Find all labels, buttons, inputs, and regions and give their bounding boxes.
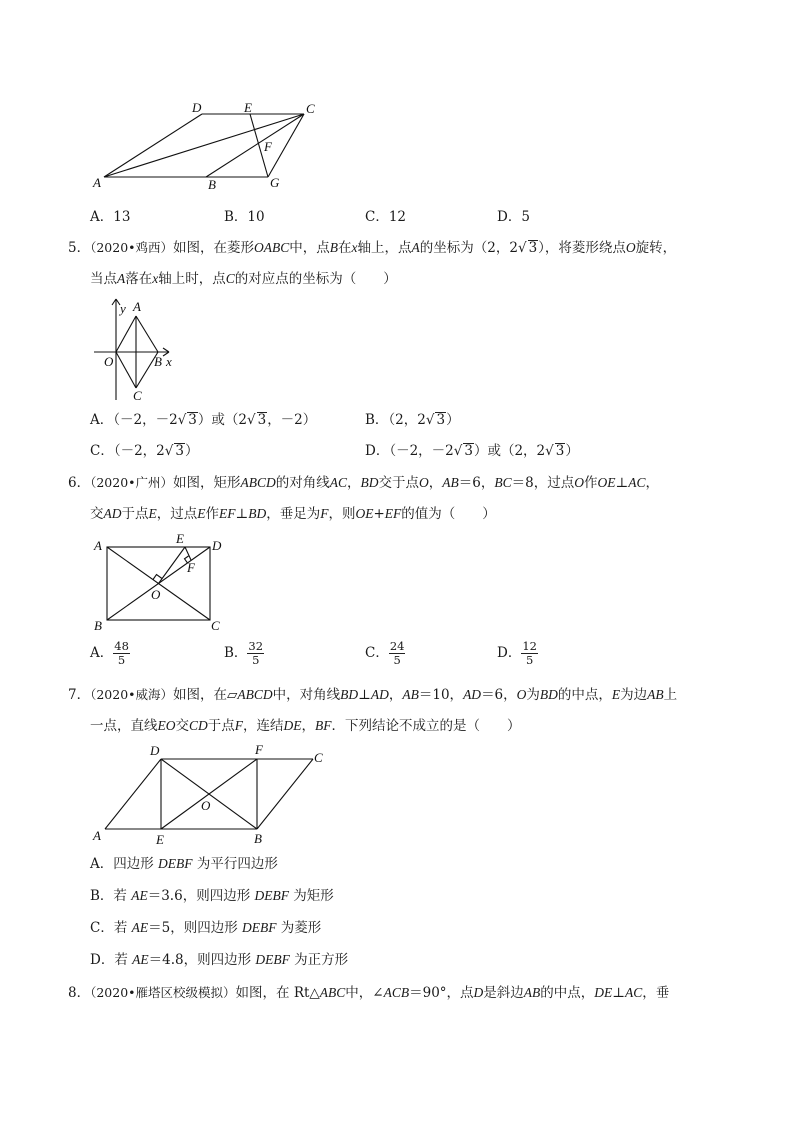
label-B: B	[154, 354, 162, 369]
figure-q7-parallelogram	[88, 740, 328, 848]
label-D: D	[150, 743, 160, 758]
q7-option-b[interactable]: B．若 AE＝3.6，则四边形 DEBF 为矩形	[90, 888, 334, 904]
label-F: F	[187, 560, 195, 575]
q7-option-a[interactable]: A．四边形 DEBF 为平行四边形	[90, 856, 278, 872]
label-D: D	[192, 100, 202, 115]
label-x: x	[166, 354, 172, 369]
label-E: E	[176, 531, 184, 546]
label-G: G	[270, 175, 280, 190]
q6-option-b[interactable]: B． $\frac{32}{5}$	[224, 639, 264, 667]
figure-q5-rhombus	[92, 296, 192, 404]
q7-stem-line1: 7．（2020•威海）如图，在▱ABCD中，对角线BD⊥AD，AB＝10，AD＝6，O为BD的中点，E为边AB上	[68, 687, 678, 703]
q6-stem-line2: 交AD于点E，过点E作EF⊥BD，垂足为F，则OE+EF的值为（ ）	[90, 506, 496, 522]
q4-option-c[interactable]: C．12	[365, 209, 407, 225]
label-y: y	[120, 301, 126, 316]
label-E: E	[156, 832, 164, 847]
q6-stem-line1: 6．（2020•广州）如图，矩形ABCD的对角线AC，BD交于点O，AB＝6，BC＝8，过点O作OE⊥AC，	[68, 475, 659, 491]
label-F: F	[255, 742, 263, 757]
label-A: A	[94, 538, 102, 553]
q5-option-c[interactable]: C．（－2，2√ 3）	[90, 443, 199, 459]
label-A: A	[133, 299, 141, 314]
q7-option-c[interactable]: C．若 AE＝5，则四边形 DEBF 为菱形	[90, 920, 322, 936]
q8-stem-line1: 8．（2020•雁塔区校级模拟）如图，在 Rt△ABC中，∠ACB＝90°，点D是斜边AB的中点，DE⊥AC，垂	[68, 985, 670, 1001]
q5-option-a[interactable]: A．（－2，－2√ 3）或（2√ 3，－2）	[90, 412, 317, 428]
q5-stem-line1: 5．（2020•鸡西）如图，在菱形OABC中，点B在x轴上，点A的坐标为（2，2√ 3），将菱形绕点O旋转，	[68, 240, 677, 256]
q4-option-d[interactable]: D．5	[497, 209, 530, 225]
label-A: A	[93, 828, 101, 843]
figure-q4-parallelogram	[88, 96, 328, 196]
q4-option-b[interactable]: B．10	[224, 209, 265, 225]
q6-option-a[interactable]: A． $\frac{48}{5}$	[90, 639, 129, 667]
q5-stem-line2: 当点A落在x轴上时，点C的对应点的坐标为（ ）	[90, 271, 397, 287]
q6-option-d[interactable]: D． $\frac{12}{5}$	[497, 639, 537, 667]
label-B: B	[254, 831, 262, 846]
label-B: B	[208, 177, 216, 192]
label-F: F	[264, 139, 272, 154]
q4-option-a[interactable]: A．13	[90, 209, 131, 225]
label-O: O	[151, 587, 161, 602]
figure-q6-rectangle	[90, 530, 235, 635]
q7-stem-line2: 一点，直线EO交CD于点F，连结DE，BF．下列结论不成立的是（ ）	[90, 718, 521, 734]
label-C: C	[314, 750, 323, 765]
label-O: O	[104, 354, 114, 369]
label-E: E	[244, 100, 252, 115]
label-O: O	[201, 798, 211, 813]
q5-option-d[interactable]: D．（－2，－2√ 3）或（2，2√ 3）	[365, 443, 579, 459]
label-C: C	[133, 388, 142, 403]
label-D: D	[212, 538, 222, 553]
label-C: C	[211, 618, 220, 633]
q5-option-b[interactable]: B．（2，2√ 3）	[365, 412, 460, 428]
q7-option-d[interactable]: D．若 AE＝4.8，则四边形 DEBF 为正方形	[90, 952, 349, 968]
q6-option-c[interactable]: C． $\frac{24}{5}$	[365, 639, 405, 667]
label-C: C	[306, 101, 315, 116]
label-A: A	[93, 175, 101, 190]
label-B: B	[94, 618, 102, 633]
